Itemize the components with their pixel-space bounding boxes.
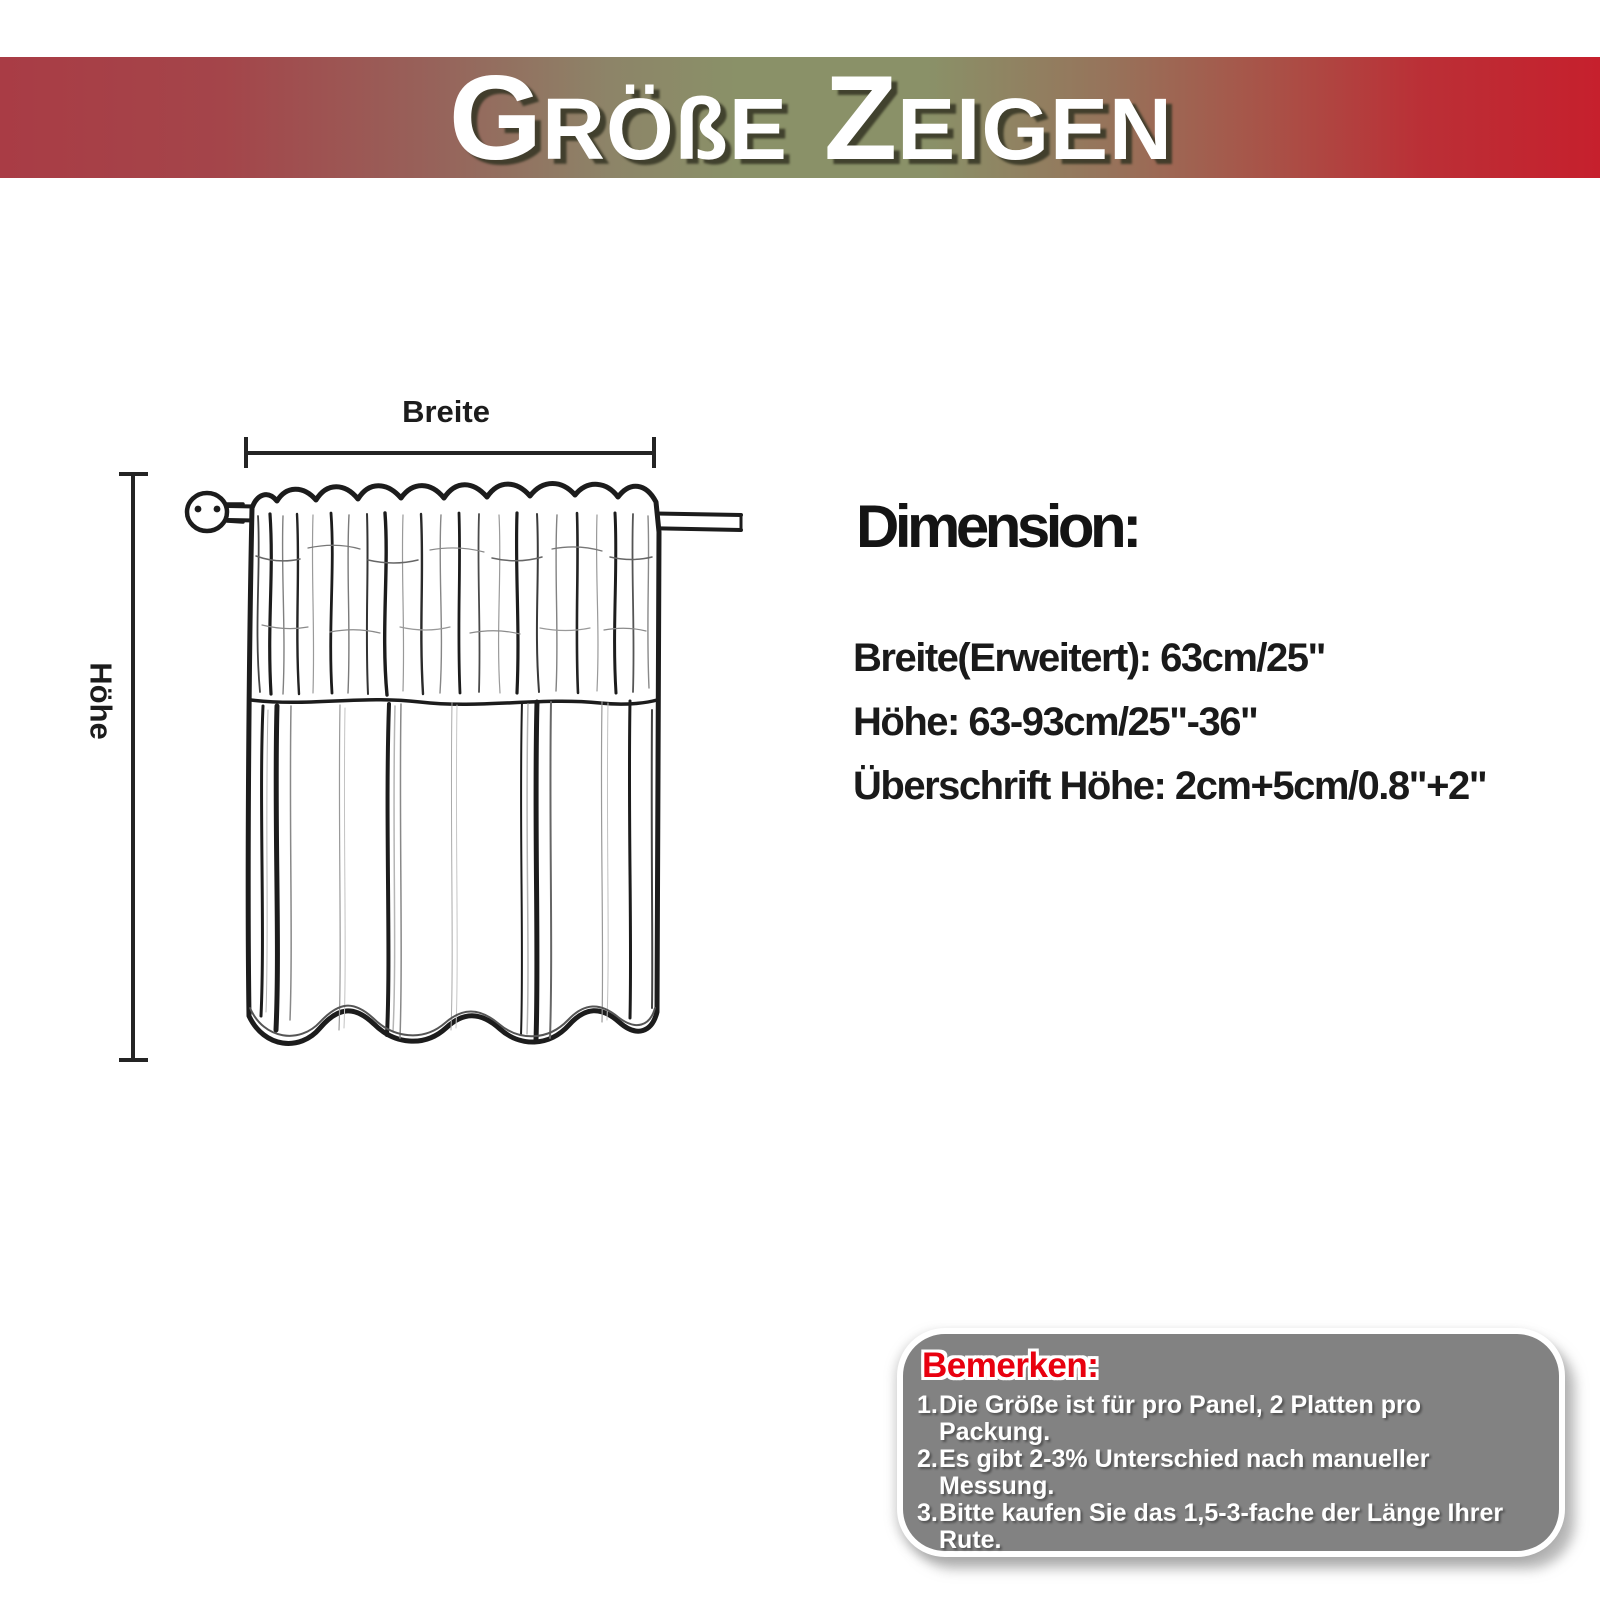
height-dimension-tick-top <box>119 472 148 476</box>
note-item-line: Bitte kaufen Sie das 1,5-3-fache der Länge Ihrer <box>939 1499 1504 1527</box>
title-word2-rest: EIGEN <box>897 81 1173 178</box>
title-banner <box>0 51 1600 185</box>
height-dimension-line <box>131 474 135 1062</box>
spec-height: Höhe: 63-93cm/25"-36" <box>853 700 1258 744</box>
page-title <box>448 51 1173 185</box>
spec-width: Breite(Erweitert): 63cm/25" <box>853 636 1325 680</box>
title-word1-rest: RÖßE <box>542 81 788 178</box>
notes-box <box>897 1328 1565 1557</box>
width-dimension-label: Breite <box>402 394 490 429</box>
note-item-3 <box>917 1500 1543 1554</box>
height-dimension-label: Höhe <box>83 662 119 740</box>
note-item-line: Die Größe ist für pro Panel, 2 Platten pro <box>939 1391 1422 1419</box>
notes-heading: Bemerken: <box>922 1346 1099 1385</box>
note-item-line: Rute. <box>939 1526 1002 1554</box>
note-item-line: Messung. <box>939 1472 1055 1500</box>
title-word1-initial: G <box>448 51 543 185</box>
note-item-number: 3. <box>917 1499 938 1527</box>
title-word2-initial: Z <box>823 51 898 185</box>
spec-header-height: Überschrift Höhe: 2cm+5cm/0.8"+2" <box>853 764 1487 808</box>
note-item-number: 2. <box>917 1445 938 1473</box>
note-item-2 <box>917 1446 1543 1500</box>
curtain-illustration <box>180 420 760 1080</box>
note-item-line: Packung. <box>939 1418 1051 1446</box>
height-dimension-tick-bottom <box>119 1058 148 1062</box>
note-item-1 <box>917 1392 1543 1446</box>
dimension-spec-list <box>853 626 1486 818</box>
note-item-line: Es gibt 2-3% Unterschied nach manueller <box>939 1445 1430 1473</box>
note-item-number: 1. <box>917 1391 938 1419</box>
dimension-heading: Dimension: <box>856 493 1138 560</box>
